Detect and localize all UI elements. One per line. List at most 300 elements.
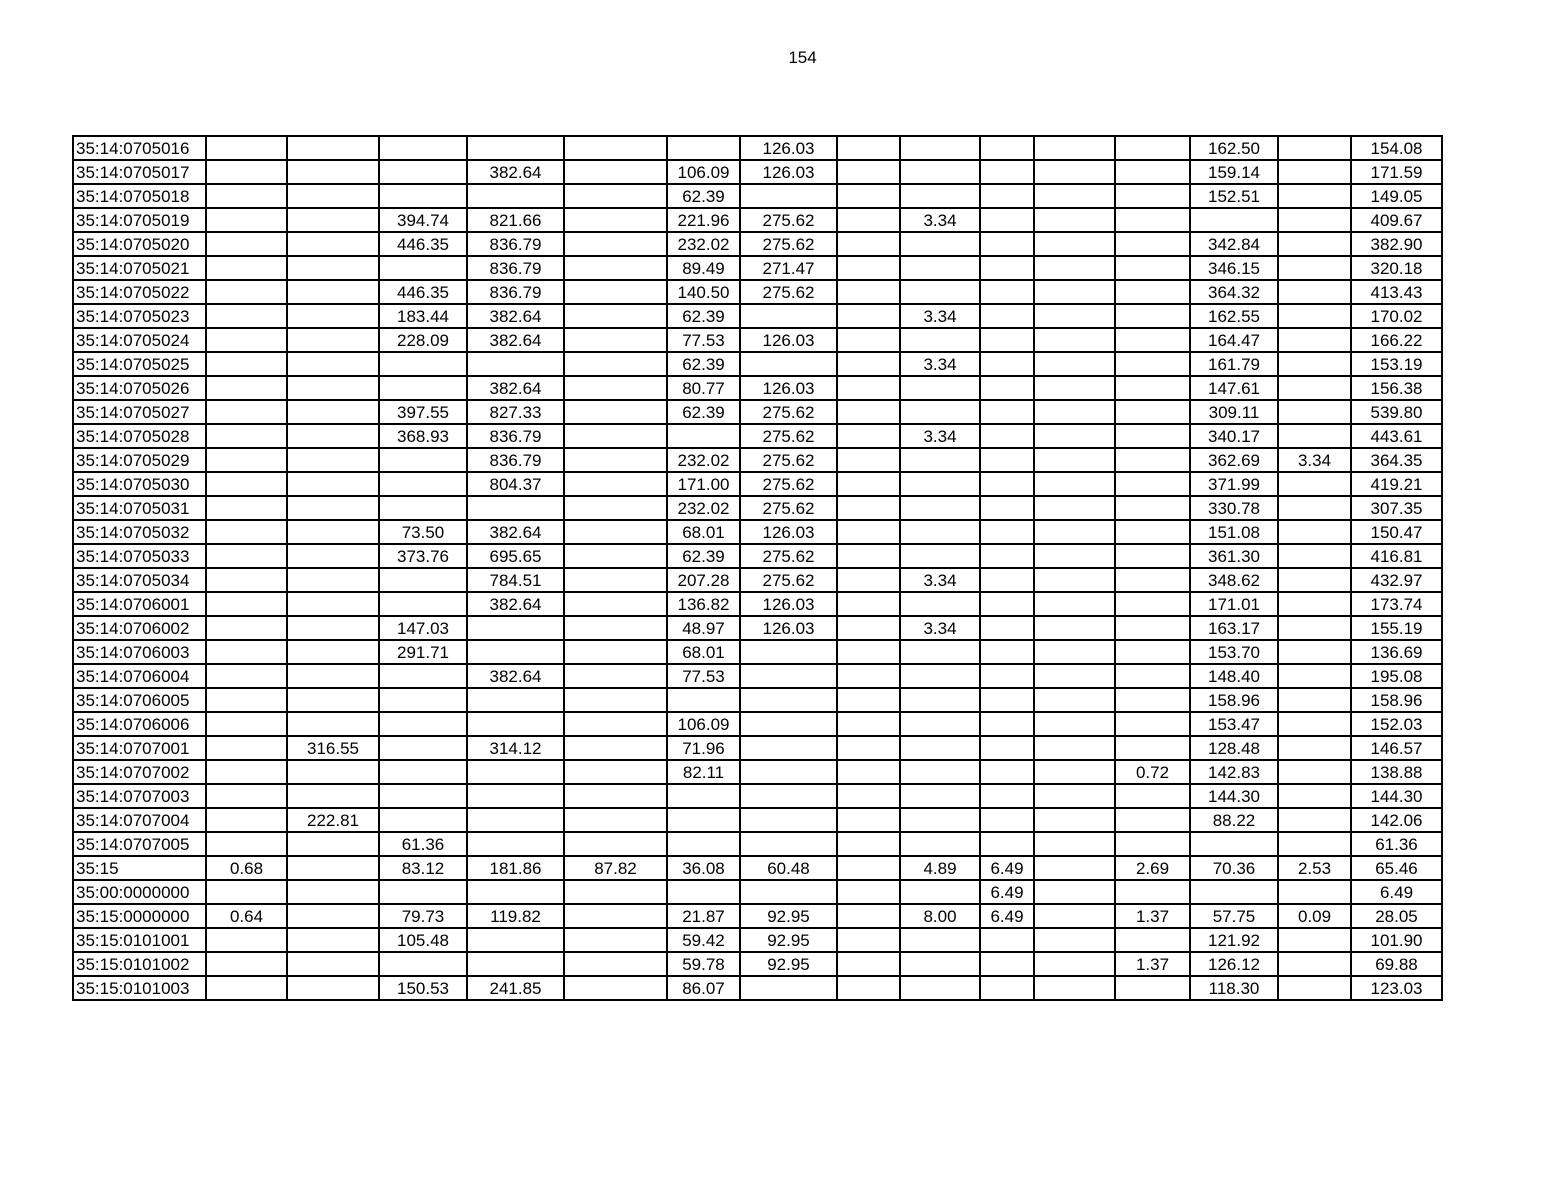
table-cell <box>900 280 980 304</box>
table-cell: 153.19 <box>1351 352 1442 376</box>
row-id-cell: 35:15:0000000 <box>73 904 206 928</box>
table-cell <box>206 760 287 784</box>
table-cell: 291.71 <box>379 640 467 664</box>
table-cell: 154.08 <box>1351 136 1442 160</box>
table-cell: 183.44 <box>379 304 467 328</box>
row-id-cell: 35:14:0705025 <box>73 352 206 376</box>
table-cell <box>1278 928 1351 952</box>
table-cell: 362.69 <box>1190 448 1278 472</box>
row-id-cell: 35:14:0706005 <box>73 688 206 712</box>
table-cell <box>667 784 740 808</box>
table-cell: 118.30 <box>1190 976 1278 1000</box>
table-row <box>73 784 1442 808</box>
table-cell <box>837 472 900 496</box>
table-cell: 228.09 <box>379 328 467 352</box>
table-cell: 275.62 <box>740 280 837 304</box>
table-row <box>73 304 1442 328</box>
row-id-cell: 35:14:0705034 <box>73 568 206 592</box>
row-id-cell: 35:14:0705024 <box>73 328 206 352</box>
table-cell: 207.28 <box>667 568 740 592</box>
table-cell <box>564 352 667 376</box>
table-cell <box>1034 928 1115 952</box>
table-cell <box>564 424 667 448</box>
table-cell <box>206 520 287 544</box>
table-cell <box>206 304 287 328</box>
table-cell: 80.77 <box>667 376 740 400</box>
table-cell: 222.81 <box>287 808 379 832</box>
table-cell: 397.55 <box>379 400 467 424</box>
table-cell: 68.01 <box>667 520 740 544</box>
table-cell: 382.64 <box>467 376 564 400</box>
table-cell <box>1115 880 1190 904</box>
table-cell <box>287 376 379 400</box>
table-cell: 92.95 <box>740 952 837 976</box>
table-cell <box>564 568 667 592</box>
table-cell <box>1190 880 1278 904</box>
table-cell: 151.08 <box>1190 520 1278 544</box>
table-cell <box>564 232 667 256</box>
table-cell <box>564 472 667 496</box>
table-cell <box>1034 688 1115 712</box>
table-cell <box>900 952 980 976</box>
table-cell: 371.99 <box>1190 472 1278 496</box>
table-cell <box>379 256 467 280</box>
table-cell <box>1034 856 1115 880</box>
table-cell <box>1034 160 1115 184</box>
table-cell: 330.78 <box>1190 496 1278 520</box>
table-cell: 144.30 <box>1351 784 1442 808</box>
table-cell <box>837 760 900 784</box>
table-cell <box>1115 664 1190 688</box>
table-cell: 1.37 <box>1115 904 1190 928</box>
table-cell: 142.83 <box>1190 760 1278 784</box>
table-cell: 68.01 <box>667 640 740 664</box>
table-cell <box>837 160 900 184</box>
table-cell: 101.90 <box>1351 928 1442 952</box>
table-cell: 382.64 <box>467 160 564 184</box>
table-cell <box>467 640 564 664</box>
table-cell <box>1115 520 1190 544</box>
table-cell <box>1115 424 1190 448</box>
table-cell: 142.06 <box>1351 808 1442 832</box>
table-cell <box>379 568 467 592</box>
table-cell: 419.21 <box>1351 472 1442 496</box>
table-row <box>73 376 1442 400</box>
table-cell <box>980 208 1034 232</box>
table-cell: 150.47 <box>1351 520 1442 544</box>
table-cell <box>837 232 900 256</box>
table-cell <box>287 400 379 424</box>
table-cell: 147.61 <box>1190 376 1278 400</box>
row-id-cell: 35:14:0706006 <box>73 712 206 736</box>
table-cell <box>206 376 287 400</box>
table-cell: 0.72 <box>1115 760 1190 784</box>
table-cell <box>287 880 379 904</box>
table-cell: 271.47 <box>740 256 837 280</box>
table-cell <box>467 184 564 208</box>
table-cell <box>1115 304 1190 328</box>
table-cell: 158.96 <box>1190 688 1278 712</box>
table-cell: 394.74 <box>379 208 467 232</box>
table-cell <box>900 592 980 616</box>
table-cell <box>1034 376 1115 400</box>
table-cell: 162.50 <box>1190 136 1278 160</box>
table-cell <box>564 760 667 784</box>
table-cell <box>467 712 564 736</box>
table-cell <box>837 400 900 424</box>
table-cell <box>379 664 467 688</box>
table-cell <box>467 784 564 808</box>
table-cell <box>900 448 980 472</box>
table-cell: 77.53 <box>667 328 740 352</box>
table-cell: 316.55 <box>287 736 379 760</box>
table-cell: 784.51 <box>467 568 564 592</box>
table-cell <box>980 232 1034 256</box>
table-cell <box>287 136 379 160</box>
table-cell <box>379 496 467 520</box>
table-cell: 144.30 <box>1190 784 1278 808</box>
table-cell <box>667 136 740 160</box>
table-cell <box>1034 640 1115 664</box>
table-cell <box>1115 688 1190 712</box>
table-cell <box>287 640 379 664</box>
table-cell: 153.47 <box>1190 712 1278 736</box>
table-cell <box>900 712 980 736</box>
table-cell: 8.00 <box>900 904 980 928</box>
table-row <box>73 472 1442 496</box>
table-cell: 0.64 <box>206 904 287 928</box>
row-id-cell: 35:14:0707005 <box>73 832 206 856</box>
table-cell <box>1278 472 1351 496</box>
table-cell <box>1278 280 1351 304</box>
table-cell <box>379 784 467 808</box>
table-cell <box>1278 808 1351 832</box>
table-cell <box>1034 736 1115 760</box>
table-cell <box>379 352 467 376</box>
table-cell <box>837 328 900 352</box>
table-cell: 62.39 <box>667 400 740 424</box>
table-cell <box>1278 952 1351 976</box>
table-cell: 60.48 <box>740 856 837 880</box>
table-cell <box>900 880 980 904</box>
table-cell <box>980 592 1034 616</box>
row-id-cell: 35:15:0101001 <box>73 928 206 952</box>
table-cell <box>900 256 980 280</box>
table-cell: 373.76 <box>379 544 467 568</box>
table-body <box>73 136 1442 1000</box>
table-cell <box>837 976 900 1000</box>
table-cell <box>980 280 1034 304</box>
table-cell <box>740 880 837 904</box>
table-cell <box>564 136 667 160</box>
table-cell <box>1278 352 1351 376</box>
table-cell <box>1278 184 1351 208</box>
table-cell <box>837 832 900 856</box>
table-cell <box>1034 304 1115 328</box>
table-cell <box>564 400 667 424</box>
table-cell: 21.87 <box>667 904 740 928</box>
table-cell <box>1278 664 1351 688</box>
table-cell: 232.02 <box>667 232 740 256</box>
table-cell <box>980 736 1034 760</box>
table-row <box>73 280 1442 304</box>
table-cell <box>564 184 667 208</box>
table-row <box>73 568 1442 592</box>
table-cell <box>1034 904 1115 928</box>
table-cell: 314.12 <box>467 736 564 760</box>
table-cell <box>1115 136 1190 160</box>
table-cell <box>1034 952 1115 976</box>
row-id-cell: 35:14:0705022 <box>73 280 206 304</box>
table-cell <box>1034 136 1115 160</box>
table-cell <box>287 232 379 256</box>
table-cell <box>379 736 467 760</box>
table-cell <box>980 616 1034 640</box>
table-cell: 105.48 <box>379 928 467 952</box>
table-cell <box>287 832 379 856</box>
row-id-cell: 35:14:0705016 <box>73 136 206 160</box>
table-cell: 3.34 <box>900 352 980 376</box>
table-cell <box>287 304 379 328</box>
table-cell: 36.08 <box>667 856 740 880</box>
table-cell <box>287 784 379 808</box>
table-row <box>73 880 1442 904</box>
table-cell <box>1278 256 1351 280</box>
table-cell <box>1034 592 1115 616</box>
table-cell <box>1278 136 1351 160</box>
table-cell: 181.86 <box>467 856 564 880</box>
table-cell <box>287 208 379 232</box>
table-cell <box>1115 160 1190 184</box>
row-id-cell: 35:15:0101002 <box>73 952 206 976</box>
table-cell <box>900 544 980 568</box>
table-cell <box>1034 808 1115 832</box>
table-cell <box>206 736 287 760</box>
table-cell <box>564 160 667 184</box>
table-cell: 171.01 <box>1190 592 1278 616</box>
table-cell <box>1034 760 1115 784</box>
table-cell <box>379 136 467 160</box>
table-cell <box>1115 928 1190 952</box>
table-cell: 827.33 <box>467 400 564 424</box>
table-cell <box>900 664 980 688</box>
table-cell <box>837 352 900 376</box>
table-row <box>73 976 1442 1000</box>
table-row <box>73 424 1442 448</box>
table-cell: 161.79 <box>1190 352 1278 376</box>
table-cell: 136.82 <box>667 592 740 616</box>
table-cell <box>1115 376 1190 400</box>
row-id-cell: 35:14:0705029 <box>73 448 206 472</box>
table-cell <box>1034 880 1115 904</box>
table-cell <box>900 640 980 664</box>
table-cell <box>1278 568 1351 592</box>
table-cell <box>1034 472 1115 496</box>
row-id-cell: 35:14:0705030 <box>73 472 206 496</box>
table-cell <box>1115 280 1190 304</box>
table-cell <box>287 952 379 976</box>
table-cell: 89.49 <box>667 256 740 280</box>
table-cell: 6.49 <box>980 856 1034 880</box>
table-cell: 836.79 <box>467 256 564 280</box>
table-cell: 62.39 <box>667 544 740 568</box>
table-cell <box>1115 712 1190 736</box>
table-cell <box>379 712 467 736</box>
table-row <box>73 400 1442 424</box>
table-cell: 166.22 <box>1351 328 1442 352</box>
table-row <box>73 592 1442 616</box>
table-cell <box>1034 712 1115 736</box>
table-cell <box>467 760 564 784</box>
table-cell <box>287 664 379 688</box>
table-cell <box>1278 544 1351 568</box>
table-cell: 232.02 <box>667 496 740 520</box>
table-cell <box>1278 712 1351 736</box>
table-cell <box>900 688 980 712</box>
table-cell <box>837 448 900 472</box>
table-cell <box>980 496 1034 520</box>
table-cell <box>467 808 564 832</box>
table-cell <box>287 256 379 280</box>
table-cell <box>1278 520 1351 544</box>
table-cell <box>1034 784 1115 808</box>
table-cell <box>980 304 1034 328</box>
table-cell: 158.96 <box>1351 688 1442 712</box>
table-cell <box>379 160 467 184</box>
table-cell <box>206 928 287 952</box>
table-cell <box>980 400 1034 424</box>
table-cell: 73.50 <box>379 520 467 544</box>
table-cell <box>564 640 667 664</box>
table-cell: 804.37 <box>467 472 564 496</box>
table-cell <box>900 520 980 544</box>
table-cell <box>206 664 287 688</box>
table-cell: 149.05 <box>1351 184 1442 208</box>
table-cell <box>740 736 837 760</box>
table-cell: 348.62 <box>1190 568 1278 592</box>
table-cell <box>379 880 467 904</box>
table-cell: 71.96 <box>667 736 740 760</box>
row-id-cell: 35:14:0707003 <box>73 784 206 808</box>
table-cell <box>837 520 900 544</box>
table-row <box>73 712 1442 736</box>
table-cell <box>837 496 900 520</box>
table-cell <box>206 784 287 808</box>
table-cell: 92.95 <box>740 928 837 952</box>
row-id-cell: 35:14:0705028 <box>73 424 206 448</box>
table-cell <box>287 688 379 712</box>
table-cell <box>1034 832 1115 856</box>
table-cell <box>900 160 980 184</box>
table-cell <box>980 472 1034 496</box>
table-cell <box>1278 424 1351 448</box>
table-cell <box>564 256 667 280</box>
row-id-cell: 35:14:0705027 <box>73 400 206 424</box>
table-cell <box>206 232 287 256</box>
table-cell <box>564 664 667 688</box>
table-cell <box>1034 520 1115 544</box>
table-cell <box>379 376 467 400</box>
table-cell <box>740 760 837 784</box>
table-cell <box>900 232 980 256</box>
table-row <box>73 544 1442 568</box>
table-cell <box>1115 352 1190 376</box>
table-cell <box>837 304 900 328</box>
table-cell: 340.17 <box>1190 424 1278 448</box>
table-cell <box>287 976 379 1000</box>
table-cell <box>1115 472 1190 496</box>
table-row <box>73 928 1442 952</box>
table-cell <box>206 712 287 736</box>
table-row <box>73 352 1442 376</box>
table-cell <box>564 592 667 616</box>
table-cell <box>1278 976 1351 1000</box>
table-cell: 136.69 <box>1351 640 1442 664</box>
table-cell <box>667 688 740 712</box>
table-cell <box>980 328 1034 352</box>
row-id-cell: 35:15:0101003 <box>73 976 206 1000</box>
table-cell <box>1278 376 1351 400</box>
table-cell <box>980 256 1034 280</box>
table-cell <box>1115 736 1190 760</box>
row-id-cell: 35:14:0707001 <box>73 736 206 760</box>
table-cell <box>980 160 1034 184</box>
table-cell <box>740 712 837 736</box>
table-cell <box>379 448 467 472</box>
table-cell: 86.07 <box>667 976 740 1000</box>
table-cell <box>740 688 837 712</box>
table-cell: 59.78 <box>667 952 740 976</box>
table-cell <box>1115 232 1190 256</box>
table-row <box>73 832 1442 856</box>
table-cell <box>1034 976 1115 1000</box>
row-id-cell: 35:14:0705023 <box>73 304 206 328</box>
table-cell <box>564 904 667 928</box>
table-cell <box>740 784 837 808</box>
table-cell: 119.82 <box>467 904 564 928</box>
table-cell <box>206 448 287 472</box>
table-cell: 195.08 <box>1351 664 1442 688</box>
table-cell: 126.03 <box>740 520 837 544</box>
table-cell: 70.36 <box>1190 856 1278 880</box>
table-cell: 307.35 <box>1351 496 1442 520</box>
table-cell <box>287 472 379 496</box>
table-cell <box>564 376 667 400</box>
table-cell: 3.34 <box>900 424 980 448</box>
table-cell <box>206 328 287 352</box>
table-cell <box>1115 568 1190 592</box>
table-cell <box>900 376 980 400</box>
table-cell: 170.02 <box>1351 304 1442 328</box>
table-cell <box>837 640 900 664</box>
table-cell <box>740 664 837 688</box>
table-cell <box>287 616 379 640</box>
table-cell <box>837 208 900 232</box>
table-row <box>73 688 1442 712</box>
table-cell <box>837 904 900 928</box>
table-row <box>73 136 1442 160</box>
row-id-cell: 35:14:0705020 <box>73 232 206 256</box>
table-cell <box>837 136 900 160</box>
table-cell: 82.11 <box>667 760 740 784</box>
table-cell <box>1278 400 1351 424</box>
table-cell: 382.64 <box>467 520 564 544</box>
table-cell: 695.65 <box>467 544 564 568</box>
table-cell: 152.03 <box>1351 712 1442 736</box>
table-cell <box>564 928 667 952</box>
table-cell <box>564 880 667 904</box>
table-cell <box>837 736 900 760</box>
